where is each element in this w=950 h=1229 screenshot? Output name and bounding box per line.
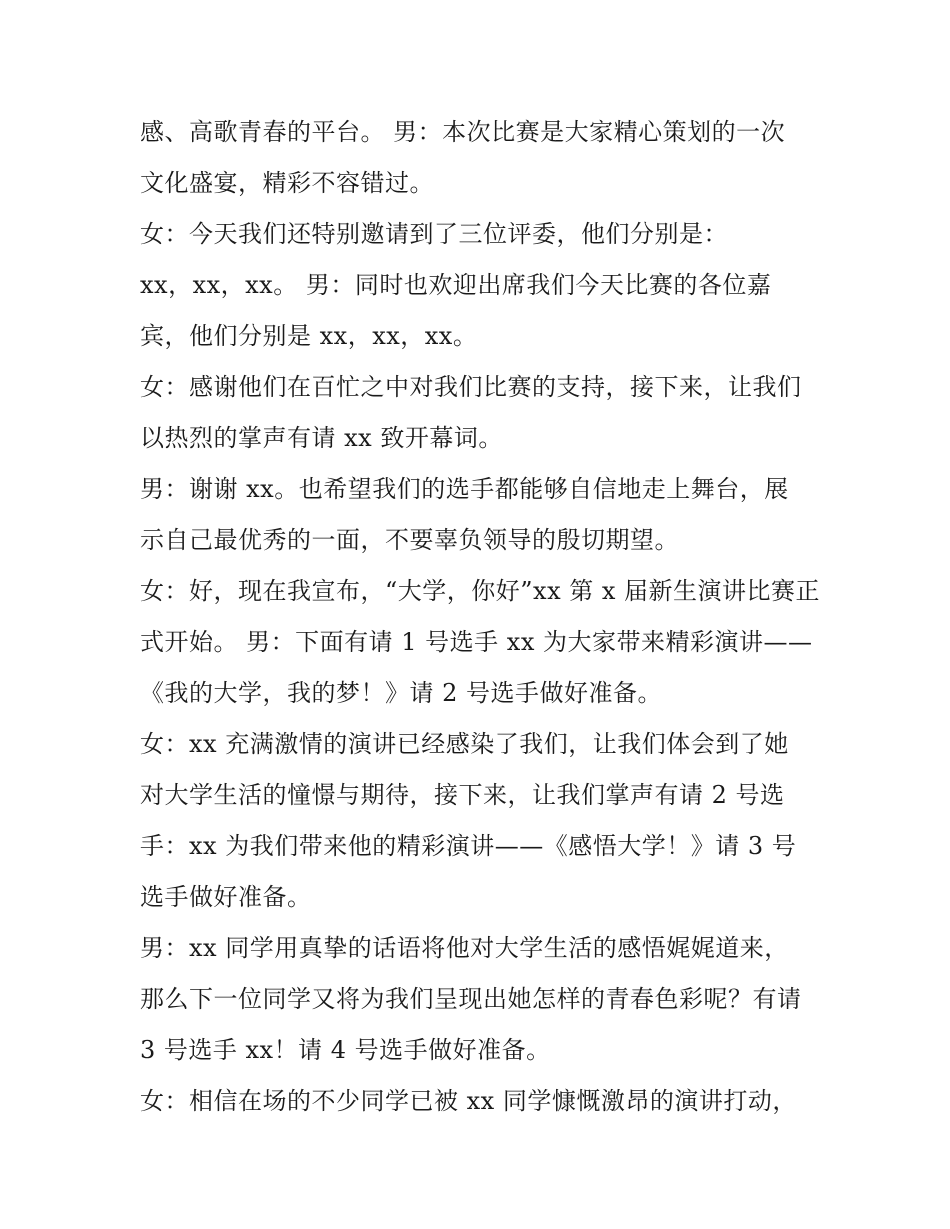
text-line: 感、高歌青春的平台。 男：本次比赛是大家精心策划的一次 [140, 118, 786, 146]
text-line: 那么下一位同学又将为我们呈现出她怎样的青春色彩呢？有请 [140, 985, 802, 1013]
text-line: 宾，他们分别是 xx，xx，xx。 [140, 322, 478, 350]
text-line: 对大学生活的憧憬与期待，接下来，让我们掌声有请 2 号选 [140, 781, 785, 809]
document-body [140, 107, 830, 1127]
text-line: 女：感谢他们在百忙之中对我们比赛的支持，接下来，让我们 [140, 373, 802, 401]
text-line: 手：xx 为我们带来他的精彩演讲——《感悟大学！》请 3 号 [140, 832, 797, 860]
text-line: 选手做好准备。 [140, 883, 312, 911]
text-line: 男：谢谢 xx。也希望我们的选手都能够自信地走上舞台，展 [140, 475, 789, 503]
text-line: xx，xx，xx。 男：同时也欢迎出席我们今天比赛的各位嘉 [140, 271, 772, 299]
text-line: 《我的大学，我的梦！》请 2 号选手做好准备。 [140, 679, 663, 707]
text-line: 女：相信在场的不少同学已被 xx 同学慷慨激昂的演讲打动， [140, 1087, 797, 1115]
text-line: 男：xx 同学用真挚的话语将他对大学生活的感悟娓娓道来， [140, 934, 789, 962]
text-line: 女：xx 充满激情的演讲已经感染了我们，让我们体会到了她 [140, 730, 789, 758]
text-line: 女：好，现在我宣布，“大学，你好”xx 第 x 届新生演讲比赛正 [140, 577, 821, 605]
text-line: 女：今天我们还特别邀请到了三位评委，他们分别是： [140, 220, 728, 248]
text-line: 示自己最优秀的一面，不要辜负领导的殷切期望。 [140, 526, 679, 554]
text-line: 式开始。 男：下面有请 1 号选手 xx 为大家带来精彩演讲—— [140, 628, 813, 656]
text-line: 3 号选手 xx！请 4 号选手做好准备。 [140, 1036, 551, 1064]
text-line: 文化盛宴，精彩不容错过。 [140, 169, 434, 197]
text-line: 以热烈的掌声有请 xx 致开幕词。 [140, 424, 503, 452]
